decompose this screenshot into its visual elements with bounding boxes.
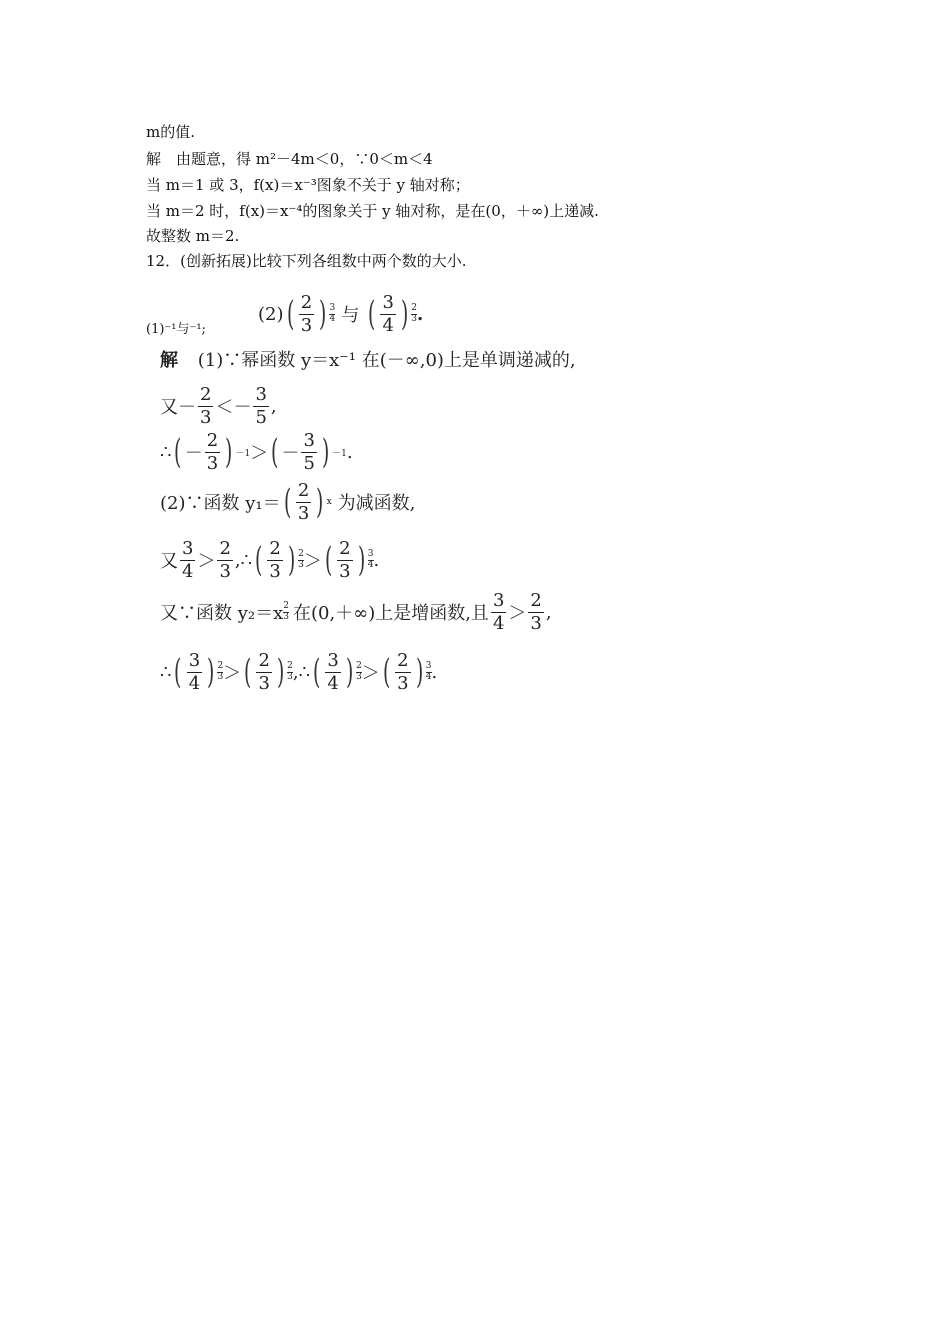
solution-line-2: 又－ $\frac{2}{3}$ ＜－ $\frac{3}{5}$ , [160,383,277,428]
problem-part-2: (2) ( $\frac{2}{3}$ ) 3 4 与 ( $\frac{3}{4}$ ) 2 3 . [258,291,424,336]
problem-part-1: (1)⁻¹与⁻¹; [146,322,206,337]
solution-line-5: 又 $\frac{3}{4}$ ＞ $\frac{2}{3}$ ,∴ ( $\frac{2}{3}$ ) 2 3 ＞ ( $\frac{2}{3}$ ) 3 4 . [160,537,380,582]
solution-line-4: (2)∵函数 y₁＝ ( $\frac{2}{3}$ ) x 为减函数, [160,479,416,524]
part-2-label: (2) [258,303,284,325]
and-word: 与 [341,305,360,326]
text-line-4: 当 m＝2 时，f(x)＝x⁻⁴的图象关于 y 轴对称，是在(0，＋∞)上递减. [146,202,599,220]
text-line-5: 故整数 m＝2. [146,227,240,245]
fraction-2-3: $\frac{2}{3}$ [300,291,313,336]
exponent-3-4: 3 4 [329,303,336,324]
exponent-2-3: 2 3 [411,303,417,324]
solution-label: 解 [160,350,178,371]
problem-12-heading: 12．(创新拓展)比较下列各组数中两个数的大小. [146,252,467,270]
solution-line-7: ∴ ( $\frac{3}{4}$ ) 2 3 ＞ ( $\frac{2}{3}$ ) 2 3 ,∴ ( $\frac{3}{4}$ ) 2 3 ＞ ( $\frac{2}{3}$ ) 3 4 . [160,649,438,694]
solution-line-1: 解 (1)∵幂函数 y＝x⁻¹ 在(－∞,0)上是单调递减的, [160,350,576,371]
text-line-3: 当 m＝1 或 3，f(x)＝x⁻³图象不关于 y 轴对称； [146,176,470,194]
text-line-2: 解 由题意，得 m²－4m＜0，∵0＜m＜4 [146,150,433,168]
solution-line-3: ∴ ( － $\frac{2}{3}$ ) －1 ＞ ( － $\frac{3}{5}$ ) －1 . [160,429,353,474]
fraction-3-4: $\frac{3}{4}$ [382,291,394,336]
text-line-1: m的值. [146,123,195,141]
solution-line-6: 又∵函数 y₂＝x 2 3 在(0,＋∞)上是增函数,且 $\frac{3}{4}$ ＞ $\frac{2}{3}$ , [160,589,552,634]
